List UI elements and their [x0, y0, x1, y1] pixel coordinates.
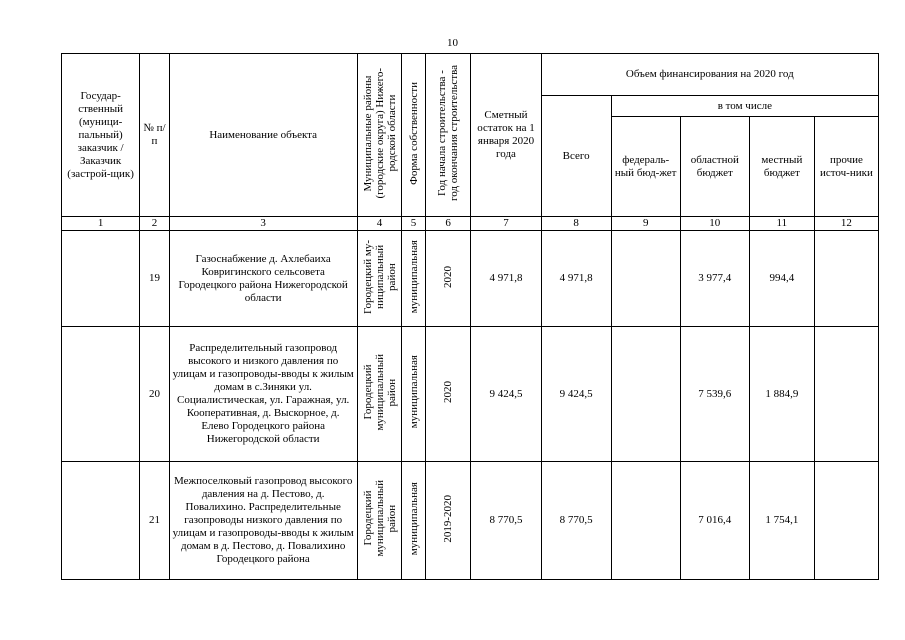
row-federal	[611, 231, 680, 327]
header-customer: Государ-ственный (муници-пальный) заказчик / Заказчик (застрой-щик)	[62, 54, 140, 217]
header-total: Всего	[541, 96, 611, 217]
row-number: 19	[140, 231, 169, 327]
row-ownership: муниципальная	[402, 231, 425, 327]
row-number: 21	[140, 462, 169, 580]
row-other	[814, 462, 878, 580]
header-object-name: Наименование объекта	[169, 54, 357, 217]
column-number: 1	[62, 217, 140, 231]
row-district: Городецкий му- ниципальный район	[357, 231, 402, 327]
row-other	[814, 327, 878, 462]
header-estimate: Сметный остаток на 1 января 2020 года	[471, 54, 541, 217]
row-customer	[62, 231, 140, 327]
page-number: 10	[447, 37, 458, 49]
column-numbers-row	[62, 217, 879, 231]
row-total: 8 770,5	[541, 462, 611, 580]
column-number: 4	[357, 217, 402, 231]
header-including: в том числе	[611, 96, 878, 117]
row-local: 1 754,1	[749, 462, 814, 580]
header-regional: областной бюджет	[680, 117, 749, 217]
column-number: 5	[402, 217, 425, 231]
header-other: прочие источ-ники	[814, 117, 878, 217]
column-number: 3	[169, 217, 357, 231]
row-years: 2020	[425, 231, 471, 327]
header-districts: Муниципальные районы (городские округа) Нижего- родской области	[357, 54, 402, 217]
column-number: 12	[814, 217, 878, 231]
row-customer	[62, 327, 140, 462]
row-estimate: 8 770,5	[471, 462, 541, 580]
row-ownership: муниципальная	[402, 327, 425, 462]
row-estimate: 4 971,8	[471, 231, 541, 327]
column-number: 6	[425, 217, 471, 231]
row-estimate: 9 424,5	[471, 327, 541, 462]
row-local: 994,4	[749, 231, 814, 327]
row-years: 2019-2020	[425, 462, 471, 580]
header-number: № п/п	[140, 54, 169, 217]
row-local: 1 884,9	[749, 327, 814, 462]
row-years: 2020	[425, 327, 471, 462]
row-ownership: муниципальная	[402, 462, 425, 580]
column-number: 2	[140, 217, 169, 231]
table-row	[62, 327, 879, 462]
row-total: 9 424,5	[541, 327, 611, 462]
header-ownership: Форма собственности	[402, 54, 425, 217]
header-row-1	[62, 54, 879, 96]
row-object-name: Распределительный газопровод высокого и низкого давления по улицам и газопроводы-вводы к жилым домам в с.Зиняки ул. Социалистическая, ул. Гаражная, ул. Кооперативная, д. Выскорное, д. Елево Городецкого района Нижегородской области	[169, 327, 357, 462]
header-years: Год начала строительства - год окончания строительства	[425, 54, 471, 217]
row-regional: 3 977,4	[680, 231, 749, 327]
row-other	[814, 231, 878, 327]
header-funding-title: Объем финансирования на 2020 год	[541, 54, 878, 96]
row-regional: 7 539,6	[680, 327, 749, 462]
header-local: местный бюджет	[749, 117, 814, 217]
financing-table	[61, 53, 879, 580]
table-row	[62, 462, 879, 580]
row-federal	[611, 327, 680, 462]
column-number: 7	[471, 217, 541, 231]
row-object-name: Газоснабжение д. Ахлебаиха Ковригинского сельсовета Городецкого района Нижегородской области	[169, 231, 357, 327]
table-row	[62, 231, 879, 327]
row-customer	[62, 462, 140, 580]
header-federal: федераль-ный бюд-жет	[611, 117, 680, 217]
row-regional: 7 016,4	[680, 462, 749, 580]
column-number: 9	[611, 217, 680, 231]
row-district: Городецкий муниципальный район	[357, 462, 402, 580]
column-number: 8	[541, 217, 611, 231]
row-district: Городецкий муниципальный район	[357, 327, 402, 462]
row-object-name: Межпоселковый газопровод высокого давления на д. Пестово, д. Повалихино. Распределительные газопроводы низкого давления по улицам и газопроводы-вводы к жилым домам в д. Пестово, д. Повалихино Городецкого района	[169, 462, 357, 580]
row-total: 4 971,8	[541, 231, 611, 327]
row-federal	[611, 462, 680, 580]
column-number: 11	[749, 217, 814, 231]
column-number: 10	[680, 217, 749, 231]
row-number: 20	[140, 327, 169, 462]
